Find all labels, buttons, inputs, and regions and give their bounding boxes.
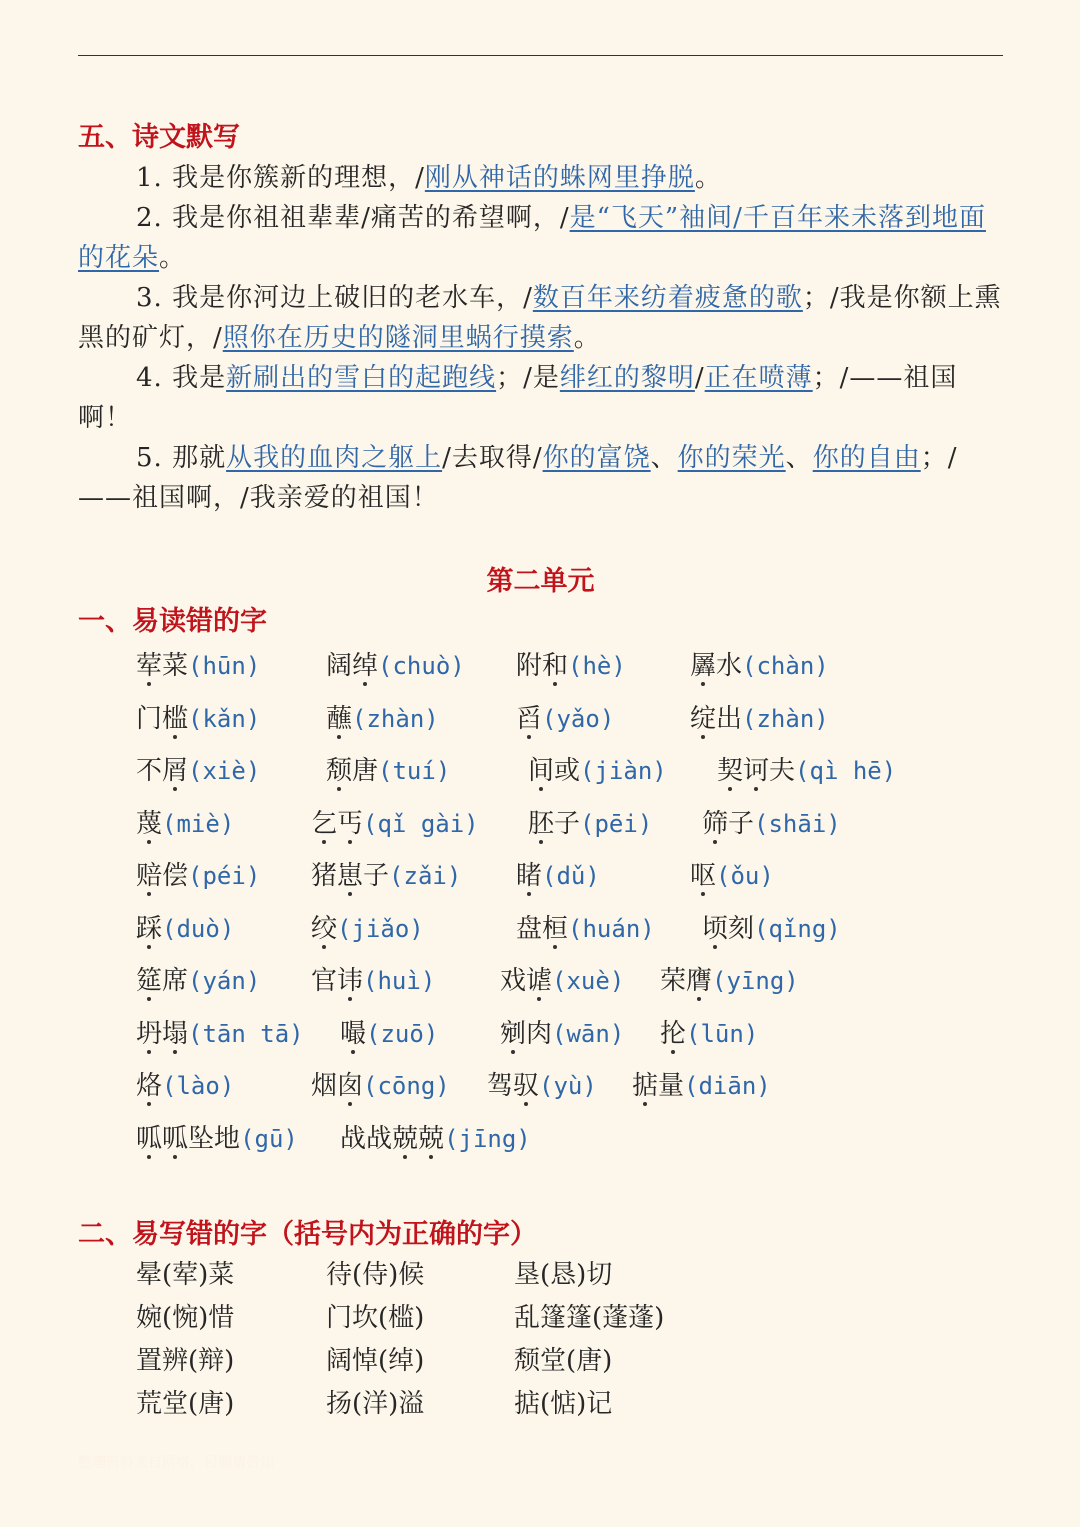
hanzi-char: 槛 xyxy=(162,703,189,734)
hanzi-char: 囱 xyxy=(337,1071,364,1101)
misread-entry xyxy=(516,697,614,741)
hanzi-char: 驾 xyxy=(487,1071,514,1101)
misread-entry xyxy=(690,644,829,688)
miswritten-chars-grid xyxy=(0,1255,1003,1427)
hanzi-char: 膺 xyxy=(686,966,713,996)
hanzi-char: 筵 xyxy=(136,966,163,996)
misread-row xyxy=(0,697,1003,750)
hanzi-char: 契 xyxy=(717,756,744,786)
hanzi-char: 官 xyxy=(311,966,338,996)
misread-row xyxy=(0,854,1003,907)
hanzi-char: 间 xyxy=(528,756,555,786)
misread-row xyxy=(0,907,1003,960)
prompt-text: /去取得/ xyxy=(442,443,543,473)
hanzi-char: 绞 xyxy=(311,913,338,944)
misread-entry xyxy=(660,1012,758,1056)
answer-text: 照你在历史的隧洞里蜗行摸索 xyxy=(222,323,574,353)
pinyin-text: (lào) xyxy=(162,1072,235,1100)
hanzi-char: 坠 xyxy=(188,1123,215,1154)
hanzi-char: 战 xyxy=(340,1123,367,1154)
hanzi-char: 蘸 xyxy=(326,703,353,734)
hanzi-char: 丐 xyxy=(337,808,364,839)
pinyin-text: (zuō) xyxy=(366,1019,439,1048)
pinyin-text: (tān tā) xyxy=(188,1019,304,1048)
misread-row xyxy=(0,749,1003,802)
misread-entry xyxy=(516,854,600,898)
pinyin-text: (hè) xyxy=(568,652,626,680)
misread-entry xyxy=(660,959,799,1003)
prompt-text: ；/是 xyxy=(496,363,560,393)
misread-row xyxy=(0,802,1003,855)
hanzi-char: 门 xyxy=(136,703,163,734)
hanzi-char: 席 xyxy=(162,966,189,996)
misread-entry xyxy=(311,1064,450,1108)
miswritten-entry: 阔悼(绰) xyxy=(326,1346,425,1376)
poem-line-5 xyxy=(78,438,1003,518)
miswritten-entry: 婉(惋)惜 xyxy=(136,1303,235,1333)
hanzi-char: 或 xyxy=(554,756,581,786)
hanzi-char: 出 xyxy=(716,703,743,734)
page-content xyxy=(78,118,1003,1427)
prompt-text: 、 xyxy=(785,443,813,473)
prompt-text: ；/我是你额上熏黑的矿灯，/ xyxy=(78,283,1002,353)
answer-text: 从我的血肉之躯上 xyxy=(226,443,443,473)
pinyin-text: (kǎn) xyxy=(188,704,261,733)
pinyin-text: (zǎi) xyxy=(389,862,462,890)
hanzi-char: 刻 xyxy=(728,913,755,944)
hanzi-char: 战 xyxy=(366,1123,393,1154)
pinyin-text: (yǎo) xyxy=(542,704,615,733)
miswritten-entry: 颓堂(唐) xyxy=(514,1346,613,1376)
unit-title: 第二单元 xyxy=(486,566,595,597)
hanzi-char: 谑 xyxy=(526,966,553,996)
hanzi-char: 和 xyxy=(542,651,569,681)
misread-entry xyxy=(136,959,260,1003)
misread-row xyxy=(0,1064,1003,1117)
hanzi-char: 戏 xyxy=(500,966,527,996)
section2-title: 二、易写错的字（括号内为正确的字） xyxy=(78,1219,537,1250)
hanzi-char: 猪 xyxy=(311,861,338,891)
pinyin-text: (ǒu) xyxy=(716,862,774,890)
prompt-text: 1. 我是你簇新的理想，/ xyxy=(136,163,425,193)
miswritten-row xyxy=(0,1298,1003,1341)
answer-text: 绯红的黎明 xyxy=(559,363,695,393)
misread-entry xyxy=(136,802,234,846)
misread-entry xyxy=(528,749,667,793)
hanzi-char: 胚 xyxy=(528,808,555,839)
pinyin-text: (diān) xyxy=(684,1072,771,1100)
answer-text: 数百年来纺着疲惫的歌 xyxy=(532,283,803,313)
answer-text: 你的自由 xyxy=(812,443,921,473)
misread-entry xyxy=(136,854,260,898)
top-rule xyxy=(78,55,1003,56)
pinyin-text: (yù) xyxy=(539,1072,597,1100)
poem-line-4 xyxy=(78,358,1003,438)
pinyin-text: (yán) xyxy=(188,967,261,995)
misread-entry xyxy=(311,959,435,1003)
pinyin-text: (yīng) xyxy=(712,967,799,995)
hanzi-char: 兢 xyxy=(418,1123,445,1154)
prompt-text: 。 xyxy=(694,163,722,193)
hanzi-char: 偿 xyxy=(162,861,189,891)
hanzi-char: 绽 xyxy=(690,703,717,734)
hanzi-char: 烟 xyxy=(311,1071,338,1101)
hanzi-char: 唐 xyxy=(352,756,379,786)
pinyin-text: (dǔ) xyxy=(542,862,600,890)
misread-entry xyxy=(311,854,461,898)
misread-entry xyxy=(632,1064,771,1108)
prompt-text: 、 xyxy=(650,443,678,473)
answer-text: 新刷出的雪白的起跑线 xyxy=(226,363,497,393)
miswritten-entry: 置辨(辩) xyxy=(136,1346,235,1376)
hanzi-char: 荣 xyxy=(660,966,687,996)
hanzi-char: 踩 xyxy=(136,913,163,944)
hanzi-char: 子 xyxy=(554,808,581,839)
hanzi-char: 量 xyxy=(658,1071,685,1101)
hanzi-char: 掂 xyxy=(632,1071,659,1101)
pinyin-text: (tuí) xyxy=(378,757,451,785)
hanzi-char: 乞 xyxy=(311,808,338,839)
misread-entry xyxy=(516,907,655,951)
hanzi-char: 剜 xyxy=(500,1018,527,1049)
hanzi-char: 塌 xyxy=(162,1018,189,1049)
hanzi-char: 盘 xyxy=(516,913,543,944)
misread-entry xyxy=(702,907,841,951)
hanzi-char: 阔 xyxy=(326,651,353,681)
hanzi-char: 呕 xyxy=(690,861,717,891)
hanzi-char: 驭 xyxy=(513,1071,540,1101)
prompt-text: 2. 我是你祖祖辈辈/痛苦的希望啊，/ xyxy=(136,203,570,233)
prompt-text: ；/——祖国啊，/我亲爱的祖国！ xyxy=(78,443,958,513)
pinyin-text: (cōng) xyxy=(363,1072,450,1100)
misread-entry xyxy=(136,907,234,951)
misread-entry xyxy=(500,959,624,1003)
poem-line-3 xyxy=(78,278,1003,358)
prompt-text: 5. 那就 xyxy=(136,443,227,473)
pinyin-text: (miè) xyxy=(162,809,235,838)
misread-entry xyxy=(136,644,260,688)
pinyin-text: (duò) xyxy=(162,914,235,943)
pinyin-text: (zhàn) xyxy=(352,704,439,733)
hanzi-char: 屑 xyxy=(162,756,189,786)
pinyin-text: (wān) xyxy=(552,1019,625,1048)
hanzi-char: 水 xyxy=(716,651,743,681)
hanzi-char: 羼 xyxy=(690,651,717,681)
hanzi-char: 兢 xyxy=(392,1123,419,1154)
misread-entry xyxy=(136,697,260,741)
hanzi-char: 抡 xyxy=(660,1018,687,1049)
misread-row xyxy=(0,1117,1003,1170)
hanzi-char: 烙 xyxy=(136,1071,163,1101)
pinyin-text: (jiǎo) xyxy=(337,914,424,943)
misread-entry xyxy=(702,802,841,846)
section1-title: 一、易读错的字 xyxy=(78,606,267,637)
miswritten-entry: 门坎(槛) xyxy=(326,1303,425,1333)
answer-text: 刚从神话的蛛网里挣脱 xyxy=(424,163,695,193)
hanzi-char: 子 xyxy=(728,808,755,839)
hanzi-char: 嘬 xyxy=(340,1018,367,1049)
section5-title: 五、诗文默写 xyxy=(78,122,240,153)
misread-entry xyxy=(528,802,652,846)
hanzi-char: 呱 xyxy=(136,1123,163,1154)
hanzi-char: 肉 xyxy=(526,1018,553,1049)
hanzi-char: 睹 xyxy=(516,861,543,891)
hanzi-char: 颓 xyxy=(326,756,353,786)
misread-entry xyxy=(690,697,829,741)
poem-line-2 xyxy=(78,198,1003,278)
prompt-text: 。 xyxy=(159,243,187,273)
misread-entry xyxy=(136,749,260,793)
pinyin-text: (jīng) xyxy=(444,1124,531,1153)
pinyin-text: (qǐ gài) xyxy=(363,809,479,838)
pinyin-text: (chàn) xyxy=(742,652,829,680)
answer-text: 你的富饶 xyxy=(542,443,651,473)
pinyin-text: (jiàn) xyxy=(580,757,667,785)
miswritten-entry: 待(侍)候 xyxy=(326,1260,425,1290)
hanzi-char: 顷 xyxy=(702,913,729,944)
hanzi-char: 呱 xyxy=(162,1123,189,1154)
misread-chars-grid xyxy=(0,644,1003,1169)
pinyin-text: (huán) xyxy=(568,914,655,943)
pinyin-text: (xuè) xyxy=(552,967,625,995)
hanzi-char: 菜 xyxy=(162,651,189,681)
misread-entry xyxy=(136,1117,298,1161)
answer-text: 你的荣光 xyxy=(677,443,786,473)
pinyin-text: (hūn) xyxy=(188,652,261,680)
hanzi-char: 筛 xyxy=(702,808,729,839)
prompt-text: ；/——祖国啊！ xyxy=(78,363,958,433)
miswritten-row xyxy=(0,1255,1003,1298)
pinyin-text: (chuò) xyxy=(378,652,465,680)
misread-entry xyxy=(717,749,896,793)
hanzi-char: 不 xyxy=(136,756,163,786)
pinyin-text: (qì hē) xyxy=(795,757,897,785)
hanzi-char: 绰 xyxy=(352,651,379,681)
hanzi-char: 荤 xyxy=(136,651,163,681)
miswritten-entry: 掂(惦)记 xyxy=(514,1389,613,1419)
miswritten-entry: 荒堂(唐) xyxy=(136,1389,235,1419)
answer-text: 正在喷薄 xyxy=(704,363,813,393)
misread-entry xyxy=(326,749,450,793)
misread-row xyxy=(0,644,1003,697)
pinyin-text: (pēi) xyxy=(580,809,653,838)
prompt-text: / xyxy=(694,363,705,393)
miswritten-entry: 扬(洋)溢 xyxy=(326,1389,425,1419)
hanzi-char: 附 xyxy=(516,651,543,681)
miswritten-row xyxy=(0,1341,1003,1384)
misread-entry xyxy=(326,644,465,688)
misread-entry xyxy=(516,644,626,688)
hanzi-char: 赔 xyxy=(136,861,163,891)
hanzi-char: 崽 xyxy=(337,861,364,891)
misread-row xyxy=(0,959,1003,1012)
hanzi-char: 诃 xyxy=(743,756,770,786)
hanzi-char: 地 xyxy=(214,1123,241,1154)
misread-entry xyxy=(487,1064,597,1108)
pinyin-text: (lūn) xyxy=(686,1019,759,1048)
hanzi-char: 舀 xyxy=(516,703,543,734)
miswritten-entry: 晕(荤)菜 xyxy=(136,1260,235,1290)
pinyin-text: (gū) xyxy=(240,1124,298,1153)
pinyin-text: (huì) xyxy=(363,967,436,995)
pinyin-text: (qǐng) xyxy=(754,914,841,943)
misread-entry xyxy=(690,854,774,898)
misread-entry xyxy=(326,697,439,741)
hanzi-char: 坍 xyxy=(136,1018,163,1049)
hanzi-char: 桓 xyxy=(542,913,569,944)
poem-line-1 xyxy=(78,158,1003,198)
miswritten-row xyxy=(0,1384,1003,1427)
poem-recitation-list xyxy=(78,158,1003,518)
pinyin-text: (zhàn) xyxy=(742,704,829,733)
hanzi-char: 讳 xyxy=(337,966,364,996)
misread-entry xyxy=(136,1012,304,1056)
pinyin-text: (shāi) xyxy=(754,809,841,838)
misread-entry xyxy=(340,1117,531,1161)
misread-entry xyxy=(311,907,424,951)
footer-watermark: 整理资料来自网络，侵删请告知 xyxy=(78,1455,274,1471)
misread-entry xyxy=(500,1012,624,1056)
answer-text: 是“飞天”袖间/千百年来未落到地面的花朵 xyxy=(78,203,986,273)
prompt-text: 。 xyxy=(573,323,601,353)
miswritten-entry: 乱篷篷(蓬蓬) xyxy=(514,1303,665,1333)
misread-row xyxy=(0,1012,1003,1065)
hanzi-char: 夫 xyxy=(769,756,796,786)
pinyin-text: (péi) xyxy=(188,862,261,890)
prompt-text: 3. 我是你河边上破旧的老水车，/ xyxy=(136,283,533,313)
hanzi-char: 子 xyxy=(363,861,390,891)
pinyin-text: (xiè) xyxy=(188,757,261,785)
misread-entry xyxy=(136,1064,234,1108)
prompt-text: 4. 我是 xyxy=(136,363,227,393)
misread-entry xyxy=(311,802,479,846)
misread-entry xyxy=(340,1012,438,1056)
miswritten-entry: 垦(恳)切 xyxy=(514,1260,613,1290)
hanzi-char: 蔑 xyxy=(136,808,163,839)
